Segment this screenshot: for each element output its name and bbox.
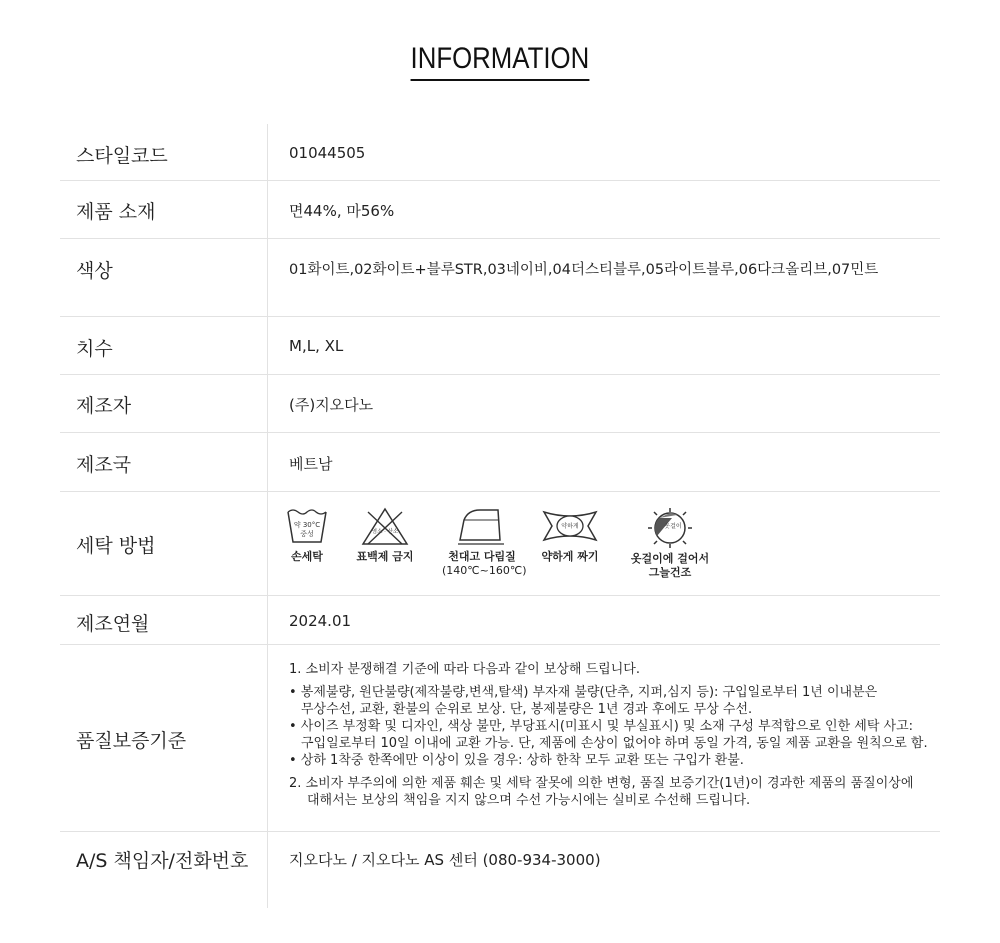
wash-temp-text: 약 30°C: [293, 521, 321, 529]
quality-bullet-3: • 상하 1착중 한쪽에만 이상이 있을 경우: 상하 한착 모두 교환 또는 구입가 환불.: [289, 753, 744, 768]
care-caption: 천대고 다림질: [448, 550, 516, 563]
info-table: [60, 124, 940, 906]
row-quality-standard: [60, 645, 940, 832]
care-caption: 손세탁: [291, 550, 323, 563]
care-caption: 약하게 짜기: [541, 550, 599, 563]
row-value: 베트남: [289, 455, 333, 473]
row-care: [60, 492, 940, 596]
quality-item-2-cont: 대해서는 보상의 책임을 지지 않으며 수선 가능시에는 실비로 수선해 드립니다.: [307, 793, 751, 808]
care-no-bleach: [355, 506, 415, 564]
row-size: [60, 317, 940, 375]
row-label: 품질보증기준: [76, 730, 187, 752]
row-label: A/S 책임자/전화번호: [76, 850, 249, 872]
row-as-contact: [60, 832, 940, 906]
row-value: (주)지오다노: [289, 396, 374, 414]
row-value: M,L, XL: [289, 337, 344, 355]
care-dry: [620, 506, 720, 580]
quality-item-2: 2. 소비자 부주의에 의한 제품 훼손 및 세탁 잘못에 의한 변형, 품질 보증기간(1년)이 경과한 제품의 품질이상에: [289, 776, 914, 791]
iron-icon: [454, 506, 510, 546]
row-label: 색상: [76, 260, 113, 282]
row-color: [60, 239, 940, 317]
quality-bullet-2-cont: 구입일로부터 10일 이내에 교환 가능. 단, 제품에 손상이 없어야 하며 동일 가격, 동일 제품 교환을 원칙으로 함.: [301, 736, 928, 751]
row-label: 제조연월: [76, 613, 150, 635]
gentle-wring-icon: [540, 506, 600, 546]
care-caption: 옷걸이에 걸어서: [630, 552, 710, 565]
care-caption-sub: 그늘건조: [648, 566, 692, 579]
row-label: 제조자: [76, 395, 132, 417]
row-label: 제품 소재: [76, 201, 156, 223]
hand-wash-icon: [285, 506, 329, 546]
quality-item-1: 1. 소비자 분쟁해결 기준에 따라 다음과 같이 보상해 드립니다.: [289, 662, 640, 677]
bleach-inner-text: 염소 · 산소: [371, 529, 399, 535]
wash-neutral-text: 중성: [300, 530, 314, 538]
row-country: [60, 433, 940, 492]
care-iron: [442, 506, 527, 578]
no-bleach-icon: [359, 506, 411, 546]
quality-bullet-1: • 봉제불량, 원단불량(제작불량,변색,탈색) 부자재 불량(단추, 지퍼,심지 등): 구입일로부터 1년 이내분은: [289, 685, 878, 700]
row-manufacturer: [60, 375, 940, 433]
care-hand-wash: [285, 506, 329, 564]
row-value: 2024.01: [289, 612, 352, 630]
row-label: 치수: [76, 338, 113, 360]
row-value: 지오다노 / 지오다노 AS 센터 (080-934-3000): [289, 851, 601, 869]
row-label: 세탁 방법: [76, 535, 156, 557]
quality-bullet-2: • 사이즈 부정확 및 디자인, 색상 불만, 부당표시(미표시 및 부실표시) 및 소재 구성 부적합으로 인한 세탁 사고:: [289, 719, 914, 734]
care-caption: 표백제 금지: [356, 550, 414, 563]
row-label: 제조국: [76, 454, 132, 476]
row-style-code: [60, 124, 940, 181]
wring-inner-text: 약하게: [561, 523, 579, 530]
row-manufacture-date: [60, 596, 940, 645]
row-value: 면44%, 마56%: [289, 202, 395, 220]
row-label: 스타일코드: [76, 145, 168, 167]
row-value: 01044505: [289, 144, 366, 162]
shade-dry-icon: [646, 506, 694, 550]
care-wring: [535, 506, 605, 564]
row-value: 01화이트,02화이트+블루STR,03네이비,04더스티블루,05라이트블루,06다크올리브,07민트: [289, 262, 879, 278]
dry-inner-text: 옷걸이: [664, 523, 682, 530]
page-title: [0, 42, 1000, 81]
care-caption-sub: (140℃~160℃): [442, 564, 527, 577]
quality-bullet-1-cont: 무상수선, 교환, 환불의 순위로 보상. 단, 봉제불량은 1년 경과 후에도 무상 수선.: [301, 702, 753, 717]
row-material: [60, 181, 940, 239]
page-title-text: INFORMATION: [411, 42, 590, 81]
quality-text: [289, 661, 928, 809]
